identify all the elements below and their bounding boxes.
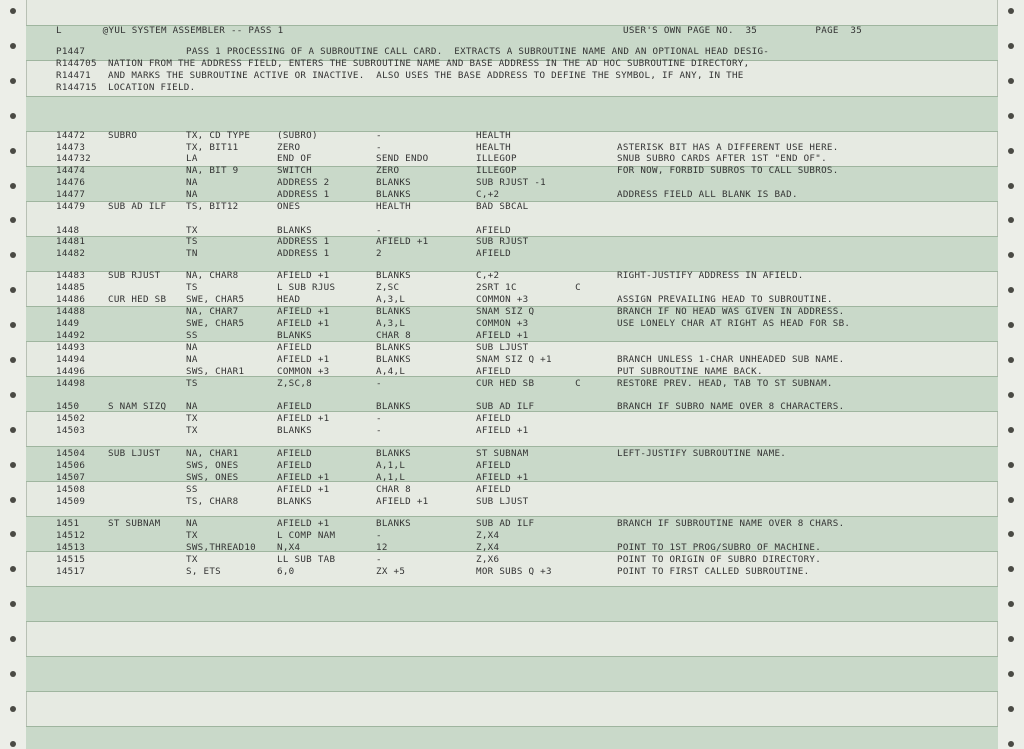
- address-field: (SUBRO): [277, 130, 318, 141]
- card-number: 14496: [56, 366, 86, 377]
- address-field: COMMON +3: [277, 366, 330, 377]
- address-field: BLANKS: [277, 225, 312, 236]
- greenbar-rule: [26, 96, 998, 97]
- code-line: [0, 165, 1024, 177]
- operation: LA: [186, 153, 198, 164]
- operation: TS: [186, 378, 198, 389]
- operand-field: -: [376, 554, 382, 565]
- operand-field: CHAR 8: [376, 330, 411, 341]
- operand-field: BLANKS: [376, 306, 411, 317]
- operation: TX, BIT11: [186, 142, 239, 153]
- page-number: USER'S OWN PAGE NO. 35 PAGE 35: [623, 25, 863, 36]
- card-number: 14486: [56, 294, 86, 305]
- operation: TX: [186, 554, 198, 565]
- code-line: [0, 496, 1024, 508]
- address-field: BLANKS: [277, 496, 312, 507]
- sprocket-hole: [1008, 706, 1014, 712]
- operation: NA: [186, 189, 198, 200]
- comment-text: PASS 1 PROCESSING OF A SUBROUTINE CALL CARD. EXTRACTS A SUBROUTINE NAME AND AN OPTIONAL HEAD DESIG-: [186, 46, 770, 57]
- address-field: 6,0: [277, 566, 295, 577]
- greenbar-rule: [26, 516, 998, 517]
- card-number: 14508: [56, 484, 86, 495]
- operation: SWS,THREAD10: [186, 542, 256, 553]
- address-field: ADDRESS 1: [277, 236, 330, 247]
- card-number: 14509: [56, 496, 86, 507]
- operation: TS: [186, 282, 198, 293]
- remark: ASTERISK BIT HAS A DIFFERENT USE HERE.: [617, 142, 839, 153]
- remark: POINT TO ORIGIN OF SUBRO DIRECTORY.: [617, 554, 822, 565]
- sprocket-hole: [1008, 217, 1014, 223]
- address-field: AFIELD +1: [277, 270, 330, 281]
- operation: NA, BIT 9: [186, 165, 239, 176]
- card-number: R144705: [56, 58, 97, 69]
- greenbar-band: [26, 96, 998, 131]
- branch-field: SUB LJUST: [476, 342, 529, 353]
- sprocket-hole: [10, 671, 16, 677]
- remark: ASSIGN PREVAILING HEAD TO SUBROUTINE.: [617, 294, 833, 305]
- card-number: 1449: [56, 318, 80, 329]
- comment-line: [0, 58, 1024, 70]
- operand-field: ZX +5: [376, 566, 406, 577]
- code-line: [0, 294, 1024, 306]
- branch-field: 2SRT 1C C: [476, 282, 581, 293]
- sprocket-hole: [1008, 636, 1014, 642]
- card-number: 144732: [56, 153, 91, 164]
- code-line: [0, 460, 1024, 472]
- operation: TN: [186, 248, 198, 259]
- card-number: 1448: [56, 225, 80, 236]
- address-field: AFIELD +1: [277, 518, 330, 529]
- code-line: [0, 189, 1024, 201]
- operand-field: BLANKS: [376, 354, 411, 365]
- comment-text: NATION FROM THE ADDRESS FIELD, ENTERS THE SUBROUTINE NAME AND BASE ADDRESS IN THE AD HOC SUBROUTINE DIRECTORY,: [108, 58, 750, 69]
- comment-line: [0, 82, 1024, 94]
- location-label: SUBRO: [108, 130, 138, 141]
- branch-field: SNAM SIZ Q: [476, 306, 535, 317]
- branch-field: AFIELD: [476, 484, 511, 495]
- branch-field: Z,X4: [476, 542, 500, 553]
- operation: SWS, CHAR1: [186, 366, 245, 377]
- card-number: P1447: [56, 46, 86, 57]
- greenbar-band: [26, 586, 998, 621]
- operation: TS, BIT12: [186, 201, 239, 212]
- code-line: [0, 201, 1024, 213]
- operation: TX: [186, 413, 198, 424]
- location-label: CUR HED SB: [108, 294, 167, 305]
- operand-field: A,1,L: [376, 472, 406, 483]
- address-field: AFIELD +1: [277, 318, 330, 329]
- branch-field: SUB AD ILF: [476, 518, 535, 529]
- operation: SS: [186, 484, 198, 495]
- branch-field: AFIELD: [476, 248, 511, 259]
- operation: S, ETS: [186, 566, 221, 577]
- code-line: [0, 306, 1024, 318]
- operation: SWS, ONES: [186, 472, 239, 483]
- operand-field: BLANKS: [376, 189, 411, 200]
- address-field: ADDRESS 2: [277, 177, 330, 188]
- card-number: 14474: [56, 165, 86, 176]
- address-field: AFIELD: [277, 448, 312, 459]
- card-number: 14485: [56, 282, 86, 293]
- operand-field: 12: [376, 542, 388, 553]
- operation: NA, CHAR7: [186, 306, 239, 317]
- card-number: 1451: [56, 518, 80, 529]
- code-line: [0, 554, 1024, 566]
- operation: TX: [186, 225, 198, 236]
- operand-field: SEND ENDO: [376, 153, 429, 164]
- branch-field: ILLEGOP: [476, 165, 517, 176]
- location-label: SUB LJUST: [108, 448, 161, 459]
- card-number: 14483: [56, 270, 86, 281]
- operation: TX: [186, 425, 198, 436]
- sprocket-hole: [10, 392, 16, 398]
- operand-field: -: [376, 142, 382, 153]
- operand-field: AFIELD +1: [376, 496, 429, 507]
- branch-field: AFIELD: [476, 460, 511, 471]
- code-line: [0, 153, 1024, 165]
- card-number: 14512: [56, 530, 86, 541]
- sprocket-hole: [1008, 392, 1014, 398]
- greenbar-rule: [26, 726, 998, 727]
- sprocket-hole: [1008, 671, 1014, 677]
- card-number: 14479: [56, 201, 86, 212]
- address-field: AFIELD +1: [277, 354, 330, 365]
- branch-field: HEALTH: [476, 130, 511, 141]
- card-number: 14488: [56, 306, 86, 317]
- address-field: LL SUB TAB: [277, 554, 336, 565]
- branch-field: C,+2: [476, 270, 500, 281]
- card-number: 14472: [56, 130, 86, 141]
- listing-header: L @YUL SYSTEM ASSEMBLER -- PASS 1: [56, 25, 284, 36]
- branch-field: ST SUBNAM: [476, 448, 529, 459]
- card-number: 14498: [56, 378, 86, 389]
- location-label: ST SUBNAM: [108, 518, 161, 529]
- operation: NA: [186, 342, 198, 353]
- sprocket-hole: [10, 636, 16, 642]
- remark: BRANCH IF NO HEAD WAS GIVEN IN ADDRESS.: [617, 306, 845, 317]
- operand-field: AFIELD +1: [376, 236, 429, 247]
- operand-field: -: [376, 530, 382, 541]
- branch-field: BAD SBCAL: [476, 201, 529, 212]
- remark: BRANCH IF SUBROUTINE NAME OVER 8 CHARS.: [617, 518, 845, 529]
- operand-field: -: [376, 425, 382, 436]
- operand-field: HEALTH: [376, 201, 411, 212]
- operation: NA: [186, 401, 198, 412]
- branch-field: MOR SUBS Q +3: [476, 566, 552, 577]
- address-field: HEAD: [277, 294, 301, 305]
- card-number: 14504: [56, 448, 86, 459]
- branch-field: SNAM SIZ Q +1: [476, 354, 552, 365]
- remark: RESTORE PREV. HEAD, TAB TO ST SUBNAM.: [617, 378, 833, 389]
- greenbar-rule: [26, 446, 998, 447]
- address-field: AFIELD +1: [277, 413, 330, 424]
- comment-line: [0, 46, 1024, 58]
- address-field: AFIELD: [277, 401, 312, 412]
- address-field: AFIELD +1: [277, 306, 330, 317]
- remark: BRANCH UNLESS 1-CHAR UNHEADED SUB NAME.: [617, 354, 845, 365]
- code-line: [0, 518, 1024, 530]
- operand-field: BLANKS: [376, 518, 411, 529]
- card-number: 14506: [56, 460, 86, 471]
- remark: FOR NOW, FORBID SUBROS TO CALL SUBROS.: [617, 165, 839, 176]
- card-number: 14493: [56, 342, 86, 353]
- address-field: L SUB RJUS: [277, 282, 336, 293]
- address-field: ONES: [277, 201, 301, 212]
- code-line: [0, 484, 1024, 496]
- branch-field: COMMON +3: [476, 294, 529, 305]
- operand-field: BLANKS: [376, 342, 411, 353]
- branch-field: SUB RJUST: [476, 236, 529, 247]
- operation: NA, CHAR1: [186, 448, 239, 459]
- code-line: [0, 566, 1024, 578]
- code-line: [0, 282, 1024, 294]
- code-line: [0, 378, 1024, 390]
- code-line: [0, 413, 1024, 425]
- branch-field: SUB AD ILF: [476, 401, 535, 412]
- card-number: R144715: [56, 82, 97, 93]
- card-number: 14513: [56, 542, 86, 553]
- remark: POINT TO 1ST PROG/SUBRO OF MACHINE.: [617, 542, 822, 553]
- card-number: 1450: [56, 401, 80, 412]
- branch-field: Z,X4: [476, 530, 500, 541]
- card-number: 14476: [56, 177, 86, 188]
- location-label: SUB AD ILF: [108, 201, 167, 212]
- remark: ADDRESS FIELD ALL BLANK IS BAD.: [617, 189, 798, 200]
- operand-field: BLANKS: [376, 177, 411, 188]
- remark: BRANCH IF SUBRO NAME OVER 8 CHARACTERS.: [617, 401, 845, 412]
- operand-field: -: [376, 130, 382, 141]
- address-field: BLANKS: [277, 330, 312, 341]
- address-field: Z,SC,8: [277, 378, 312, 389]
- operand-field: BLANKS: [376, 448, 411, 459]
- branch-field: SUB LJUST: [476, 496, 529, 507]
- code-line: [0, 330, 1024, 342]
- sprocket-hole: [10, 113, 16, 119]
- branch-field: COMMON +3: [476, 318, 529, 329]
- code-line: [0, 448, 1024, 460]
- code-line: [0, 130, 1024, 142]
- operand-field: A,4,L: [376, 366, 406, 377]
- code-line: [0, 236, 1024, 248]
- code-line: [0, 354, 1024, 366]
- address-field: AFIELD: [277, 460, 312, 471]
- remark: SNUB SUBRO CARDS AFTER 1ST "END OF".: [617, 153, 827, 164]
- remark: POINT TO FIRST CALLED SUBROUTINE.: [617, 566, 810, 577]
- code-line: [0, 472, 1024, 484]
- operand-field: ZERO: [376, 165, 400, 176]
- branch-field: CUR HED SB C: [476, 378, 581, 389]
- operation: NA, CHAR8: [186, 270, 239, 281]
- branch-field: Z,X6: [476, 554, 500, 565]
- card-number: 14503: [56, 425, 86, 436]
- operand-field: CHAR 8: [376, 484, 411, 495]
- card-number: 14481: [56, 236, 86, 247]
- address-field: BLANKS: [277, 425, 312, 436]
- comment-text: AND MARKS THE SUBROUTINE ACTIVE OR INACTIVE. ALSO USES THE BASE ADDRESS TO DEFINE THE SYMBOL, IF ANY, IN THE: [108, 70, 744, 81]
- comment-text: LOCATION FIELD.: [108, 82, 196, 93]
- operation: SS: [186, 330, 198, 341]
- sprocket-hole: [1008, 8, 1014, 14]
- code-line: [0, 542, 1024, 554]
- sprocket-hole: [10, 706, 16, 712]
- address-field: SWITCH: [277, 165, 312, 176]
- remark: LEFT-JUSTIFY SUBROUTINE NAME.: [617, 448, 787, 459]
- code-line: [0, 270, 1024, 282]
- operand-field: Z,SC: [376, 282, 400, 293]
- address-field: L COMP NAM: [277, 530, 336, 541]
- sprocket-hole: [1008, 113, 1014, 119]
- card-number: 14517: [56, 566, 86, 577]
- operand-field: A,1,L: [376, 460, 406, 471]
- operation: NA: [186, 354, 198, 365]
- operation: NA: [186, 177, 198, 188]
- remark: PUT SUBROUTINE NAME BACK.: [617, 366, 763, 377]
- greenbar-rule: [26, 621, 998, 622]
- operation: TS, CHAR8: [186, 496, 239, 507]
- card-number: 14515: [56, 554, 86, 565]
- operation: SWS, ONES: [186, 460, 239, 471]
- address-field: AFIELD: [277, 342, 312, 353]
- address-field: ADDRESS 1: [277, 189, 330, 200]
- location-label: SUB RJUST: [108, 270, 161, 281]
- sprocket-hole: [1008, 741, 1014, 747]
- branch-field: C,+2: [476, 189, 500, 200]
- operation: TX, CD TYPE: [186, 130, 251, 141]
- operand-field: A,3,L: [376, 294, 406, 305]
- address-field: AFIELD +1: [277, 484, 330, 495]
- branch-field: AFIELD +1: [476, 472, 529, 483]
- branch-field: AFIELD +1: [476, 425, 529, 436]
- branch-field: AFIELD: [476, 413, 511, 424]
- card-number: 14482: [56, 248, 86, 259]
- greenbar-band: [26, 726, 998, 749]
- code-line: [0, 425, 1024, 437]
- operand-field: -: [376, 378, 382, 389]
- remark: RIGHT-JUSTIFY ADDRESS IN AFIELD.: [617, 270, 804, 281]
- sprocket-hole: [10, 741, 16, 747]
- greenbar-rule: [26, 586, 998, 587]
- location-label: S NAM SIZQ: [108, 401, 167, 412]
- code-line: [0, 248, 1024, 260]
- code-line: [0, 366, 1024, 378]
- operation: SWE, CHAR5: [186, 318, 245, 329]
- operand-field: A,3,L: [376, 318, 406, 329]
- branch-field: AFIELD +1: [476, 330, 529, 341]
- address-field: ADDRESS 1: [277, 248, 330, 259]
- sprocket-hole: [10, 217, 16, 223]
- operand-field: BLANKS: [376, 270, 411, 281]
- operation: TS: [186, 236, 198, 247]
- branch-field: AFIELD: [476, 225, 511, 236]
- sprocket-hole: [1008, 601, 1014, 607]
- greenbar-rule: [26, 656, 998, 657]
- address-field: AFIELD +1: [277, 472, 330, 483]
- card-number: 14494: [56, 354, 86, 365]
- remark: USE LONELY CHAR AT RIGHT AS HEAD FOR SB.: [617, 318, 851, 329]
- comment-line: [0, 70, 1024, 82]
- operand-field: -: [376, 413, 382, 424]
- address-field: END OF: [277, 153, 312, 164]
- address-field: N,X4: [277, 542, 301, 553]
- code-line: [0, 530, 1024, 542]
- code-line: [0, 401, 1024, 413]
- code-line: [0, 342, 1024, 354]
- card-number: R14471: [56, 70, 91, 81]
- operation: NA: [186, 518, 198, 529]
- operand-field: BLANKS: [376, 401, 411, 412]
- operation: TX: [186, 530, 198, 541]
- branch-field: HEALTH: [476, 142, 511, 153]
- branch-field: SUB RJUST -1: [476, 177, 546, 188]
- card-number: 14492: [56, 330, 86, 341]
- branch-field: AFIELD: [476, 366, 511, 377]
- card-number: 14502: [56, 413, 86, 424]
- code-line: [0, 177, 1024, 189]
- branch-field: ILLEGOP: [476, 153, 517, 164]
- card-number: 14507: [56, 472, 86, 483]
- operation: SWE, CHAR5: [186, 294, 245, 305]
- operand-field: -: [376, 225, 382, 236]
- sprocket-hole: [10, 8, 16, 14]
- card-number: 14477: [56, 189, 86, 200]
- code-line: [0, 318, 1024, 330]
- operand-field: 2: [376, 248, 382, 259]
- greenbar-rule: [26, 691, 998, 692]
- sprocket-hole: [10, 601, 16, 607]
- card-number: 14473: [56, 142, 86, 153]
- greenbar-band: [26, 656, 998, 691]
- address-field: ZERO: [277, 142, 301, 153]
